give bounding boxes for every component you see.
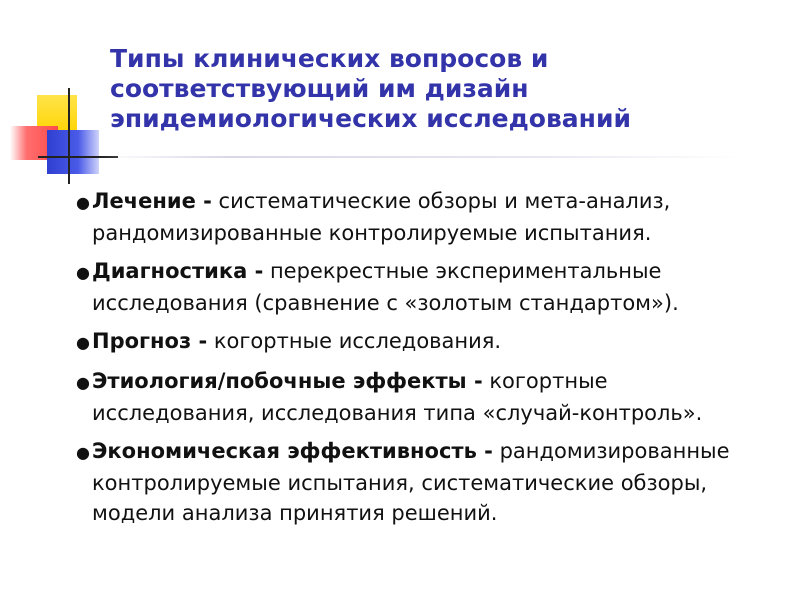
bullet-icon: ● — [76, 373, 90, 392]
list-item — [76, 186, 776, 248]
bullet-icon: ● — [76, 333, 90, 352]
item-term: Прогноз - — [92, 329, 208, 353]
item-text: систематические обзоры и мета-анализ, рандомизированные контролируемые испытания. — [92, 189, 671, 245]
bullet-icon: ● — [76, 443, 90, 462]
list-item — [76, 366, 776, 428]
item-text: когортные исследования. — [207, 329, 502, 353]
item-term: Лечение - — [92, 189, 212, 213]
slide-title-line: соответствующий им дизайн — [110, 74, 529, 103]
item-text: когортные исследования, исследования типа «случай-контроль». — [92, 369, 703, 425]
list-item — [76, 326, 776, 358]
list-item — [76, 436, 776, 528]
item-term: Диагностика - — [92, 259, 264, 283]
bullet-icon: ● — [76, 193, 90, 212]
bullet-list — [76, 186, 776, 536]
item-text: перекрестные экспериментальные исследования (сравнение с «золотым стандартом»). — [92, 259, 679, 315]
item-term: Экономическая эффективность - — [92, 439, 493, 463]
slide-title-line: Типы клинических вопросов и — [110, 44, 549, 73]
slide-title — [110, 44, 750, 134]
bullet-icon: ● — [76, 263, 90, 282]
item-text: рандомизированные контролируемые испытания, систематические обзоры, модели анализа принятия решений. — [92, 439, 730, 525]
decorative-logo — [0, 0, 110, 180]
list-item — [76, 256, 776, 318]
title-underline — [100, 156, 740, 158]
vertical-line-decoration — [68, 88, 70, 184]
slide-title-line: эпидемиологических исследований — [110, 104, 631, 133]
blue-square-decoration — [47, 130, 99, 174]
item-term: Этиология/побочные эффекты - — [92, 369, 483, 393]
